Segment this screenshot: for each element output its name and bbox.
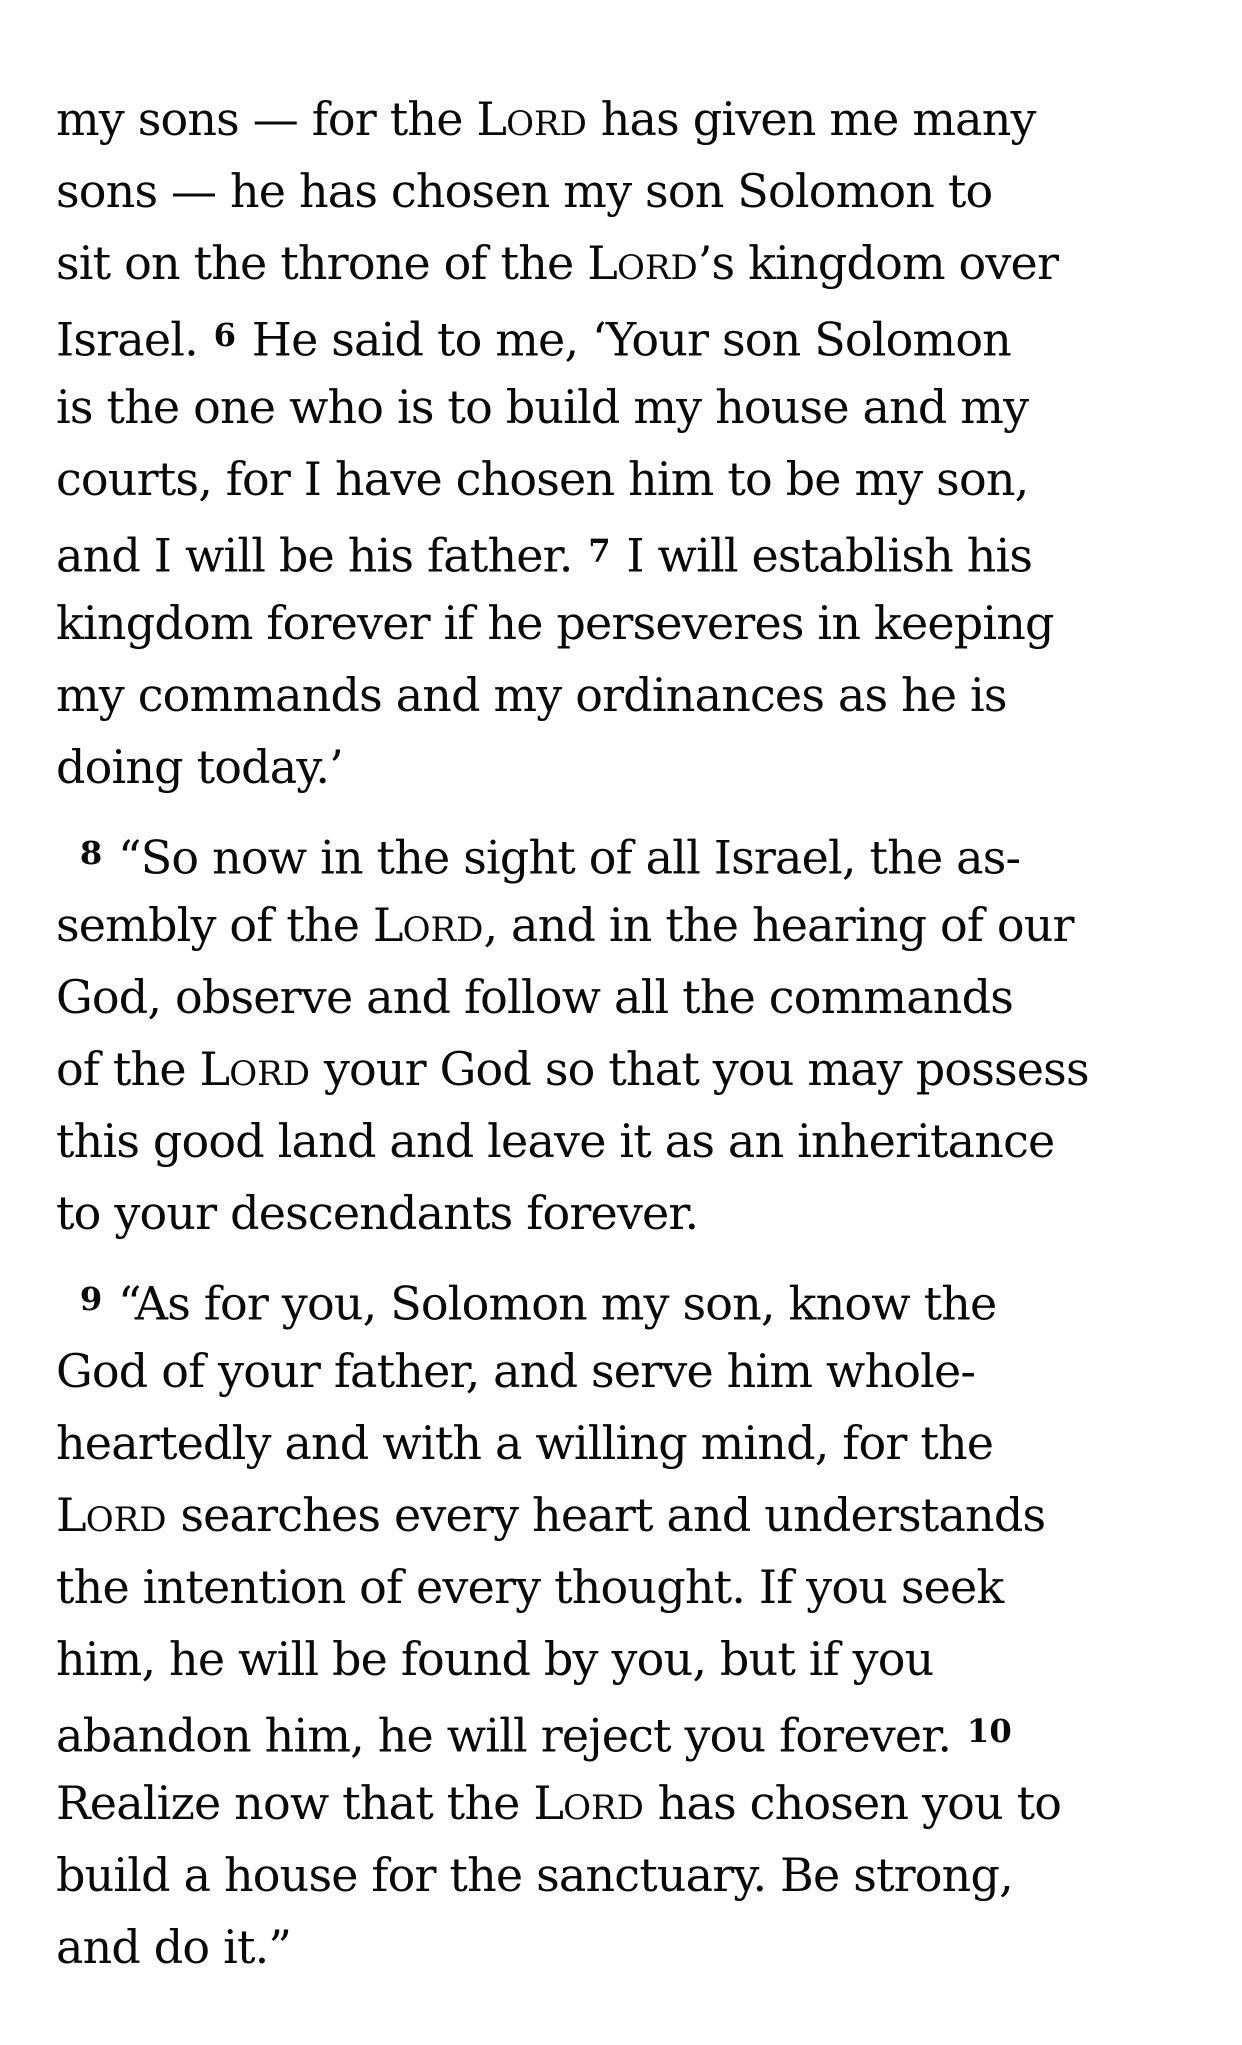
lord-smallcaps: LORD (476, 92, 587, 146)
verse-number: 8 (79, 834, 103, 872)
verse-line: God, observe and follow all the commands (56, 970, 1013, 1024)
verse-line: to your descendants forever. (56, 1186, 699, 1240)
verse-number: 10 (966, 1712, 1012, 1750)
verse-number: 9 (79, 1280, 103, 1318)
verse-line: this good land and leave it as an inheritance (56, 1114, 1055, 1168)
paragraph (56, 817, 1208, 1249)
verse-line: my commands and my ordinances as he is (56, 668, 1007, 722)
verse-line: $^9$ “As for you, Solomon my son, know the (79, 1276, 997, 1331)
verse-line: him, he will be found by you, but if you (56, 1632, 934, 1686)
verse-line: sit on the throne of the LORD’s kingdom over (56, 236, 1059, 290)
verse-line: kingdom forever if he perseveres in keeping (56, 596, 1054, 650)
verse-line: and I will be his father. $^7$ I will establish his (56, 528, 1033, 583)
lord-smallcaps: LORD (533, 1776, 644, 1830)
verse-line: abandon him, he will reject you forever. $^{10}$ (56, 1708, 1012, 1763)
verse-number: 7 (588, 532, 611, 570)
lord-smallcaps: LORD (587, 236, 698, 290)
lord-smallcaps: LORD (372, 898, 484, 952)
verse-line: of the LORD your God so that you may possess (56, 1042, 1089, 1096)
verse-line: Realize now that the LORD has chosen you to (56, 1776, 1062, 1830)
verse-number: 6 (213, 316, 237, 354)
verse-line: sembly of the LORD, and in the hearing of our (56, 898, 1074, 952)
verse-line: build a house for the sanctuary. Be strong, (56, 1848, 1013, 1902)
lord-smallcaps: LORD (199, 1042, 311, 1096)
verse-line: $^8$ “So now in the sight of all Israel, the as- (79, 830, 1021, 885)
paragraph (56, 83, 1208, 803)
verse-line: doing today.’ (56, 740, 343, 794)
verse-line: the intention of every thought. If you seek (56, 1560, 1004, 1614)
verse-line: courts, for I have chosen him to be my son, (56, 452, 1029, 506)
paragraph (56, 1263, 1208, 1983)
verse-line: heartedly and with a willing mind, for the (56, 1416, 994, 1470)
verse-line: God of your father, and serve him whole- (56, 1344, 976, 1398)
lord-smallcaps: LORD (56, 1488, 167, 1542)
verse-line: Israel. $^6$ He said to me, ‘Your son Solomon (56, 312, 1011, 367)
verse-line: my sons — for the LORD has given me many (56, 92, 1036, 146)
verse-line: and do it.” (56, 1920, 292, 1974)
verse-line: sons — he has chosen my son Solomon to (56, 164, 993, 218)
verse-line: LORD searches every heart and understands (56, 1488, 1046, 1542)
verse-line: is the one who is to build my house and my (56, 380, 1029, 434)
scripture-text-body (56, 83, 1208, 1983)
